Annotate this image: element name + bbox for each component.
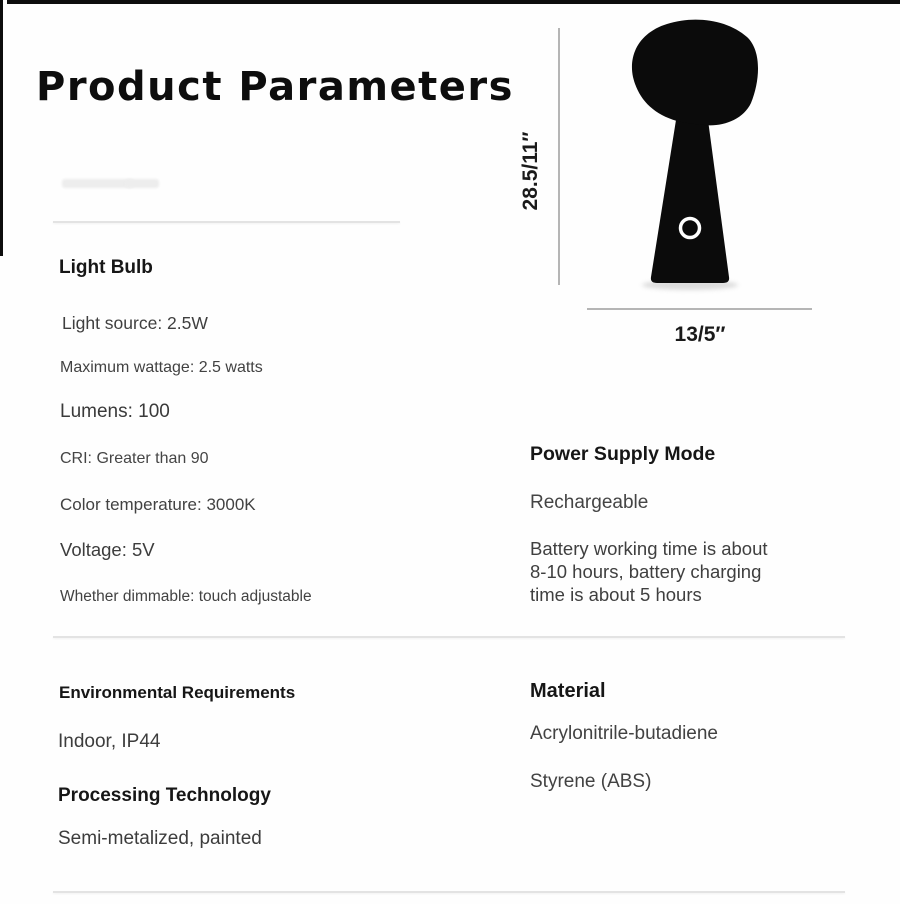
spec-battery-time bbox=[530, 537, 768, 606]
photo-edge-top bbox=[7, 0, 900, 4]
spec-material-line: Styrene (ABS) bbox=[530, 771, 652, 792]
faded-watermark bbox=[125, 179, 159, 188]
divider-top bbox=[53, 221, 400, 223]
section-heading-light-bulb: Light Bulb bbox=[59, 257, 153, 278]
spec-battery-line: 8-10 hours, battery charging bbox=[530, 561, 762, 582]
spec-max-wattage: Maximum wattage: 2.5 watts bbox=[60, 359, 263, 376]
spec-battery-line: time is about 5 hours bbox=[530, 584, 702, 605]
spec-color-temperature: Color temperature: 3000K bbox=[60, 495, 256, 514]
faded-watermark bbox=[62, 179, 134, 188]
spec-cri: CRI: Greater than 90 bbox=[60, 450, 209, 467]
spec-dimmable: Whether dimmable: touch adjustable bbox=[60, 588, 312, 605]
spec-light-source: Light source: 2.5W bbox=[62, 313, 208, 333]
spec-voltage: Voltage: 5V bbox=[60, 539, 155, 560]
photo-edge-left bbox=[0, 0, 3, 256]
spec-battery-line: Battery working time is about bbox=[530, 538, 768, 559]
section-heading-processing: Processing Technology bbox=[58, 785, 271, 806]
spec-environment: Indoor, IP44 bbox=[58, 731, 161, 752]
page-title: Product Parameters bbox=[36, 64, 514, 110]
lamp-dimension-figure bbox=[500, 8, 900, 353]
divider-middle bbox=[53, 636, 845, 638]
spec-lumens: Lumens: 100 bbox=[60, 401, 170, 422]
section-heading-environmental: Environmental Requirements bbox=[59, 683, 296, 702]
spec-power-mode: Rechargeable bbox=[530, 492, 649, 513]
spec-material-line: Acrylonitrile-butadiene bbox=[530, 723, 718, 744]
section-heading-power-supply: Power Supply Mode bbox=[530, 443, 716, 465]
width-dimension-label: 13/5″ bbox=[674, 323, 726, 346]
spec-processing: Semi-metalized, painted bbox=[58, 828, 262, 849]
lamp-head bbox=[632, 20, 758, 126]
lamp-body bbox=[651, 120, 729, 283]
height-dimension-label: 28.5/11″ bbox=[519, 131, 542, 211]
section-heading-material: Material bbox=[530, 680, 606, 702]
divider-bottom bbox=[53, 891, 845, 893]
